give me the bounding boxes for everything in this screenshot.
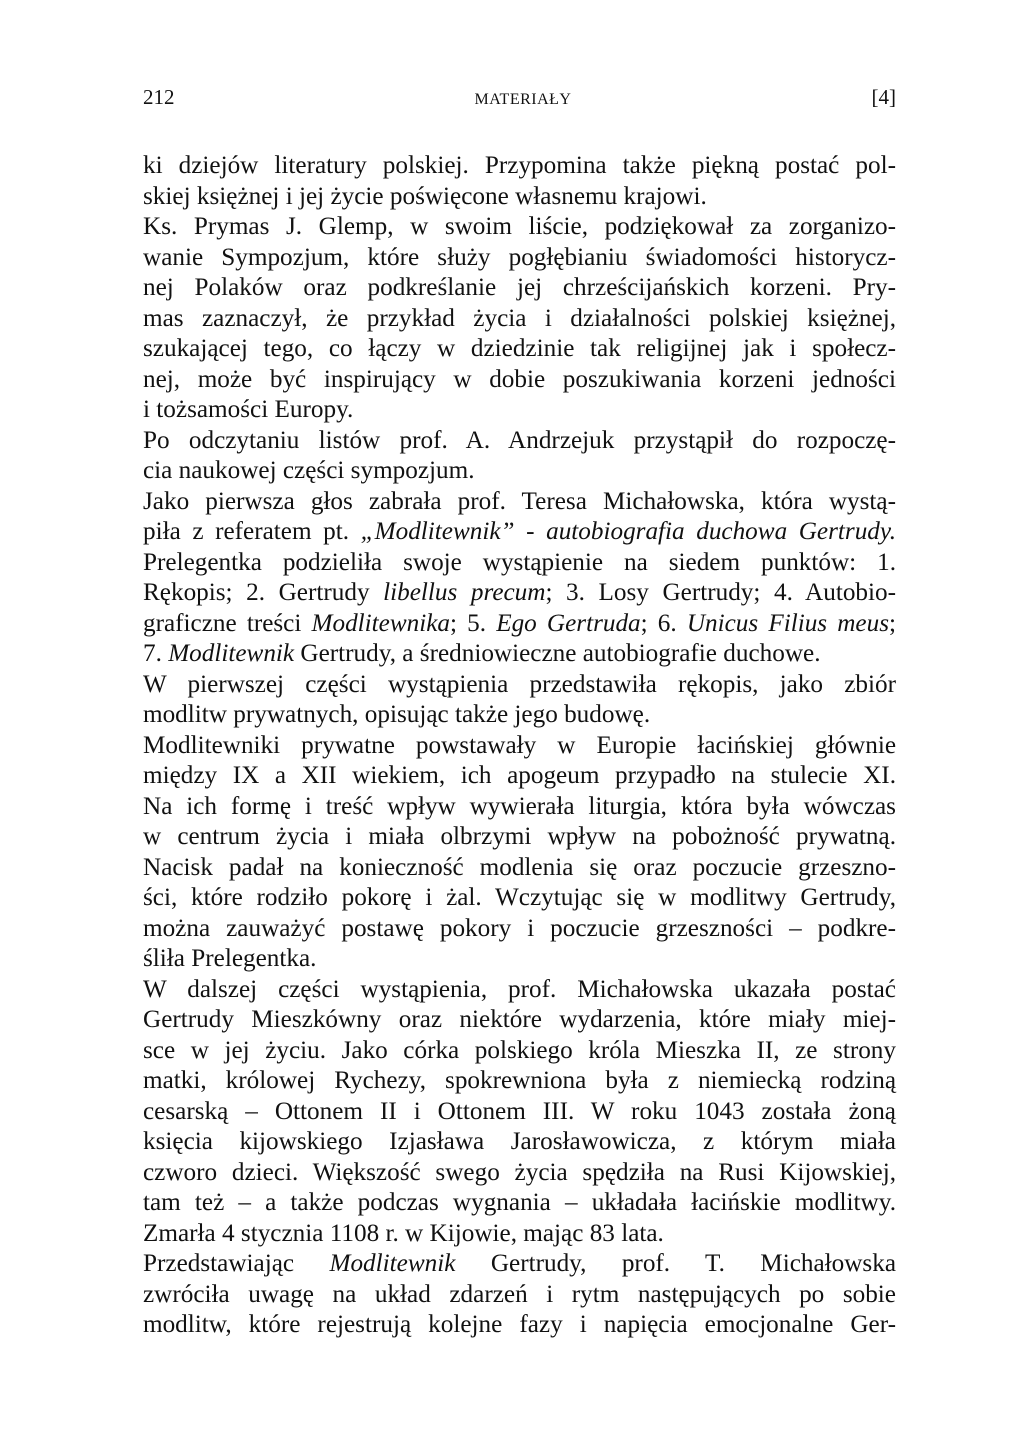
text-line: wanie Sympozjum, które służy pogłębianiu świadomości historycz- — [143, 243, 896, 271]
italic-term: libellus precum — [383, 579, 546, 606]
text-line: szukającej tego, co łączy w dziedzinie tak religijnej jak i społecz- — [143, 335, 896, 362]
text-line: Na ich formę i treść wpływ wywierała liturgia, która była wówczas — [143, 792, 896, 820]
text-line: można zauważyć postawę pokory i poczucie grzeszności – podkre- — [143, 914, 896, 942]
text-line: śliła Prelegentka. — [143, 945, 317, 972]
text-line: Jako pierwsza głos zabrała prof. Teresa Michałowska, która wystą- — [143, 487, 896, 515]
text-line: Po odczytaniu listów prof. A. Andrzejuk przystąpił do rozpoczę- — [143, 426, 896, 454]
paragraph-8 — [143, 1249, 896, 1341]
text-run: Przedstawiając — [143, 1250, 330, 1277]
text-line: zwróciła uwagę na układ zdarzeń i rytm następujących po sobie — [143, 1280, 896, 1308]
page-number: 212 — [143, 85, 175, 109]
text-run: ; 5. — [450, 609, 497, 637]
text-line: matki, królowej Rychezy, spokrewniona była z niemiecką rodziną — [143, 1067, 896, 1094]
paragraph-5 — [143, 670, 896, 731]
text-line: w centrum życia i miała olbrzymi wpływ na pobożność prywatną. — [143, 823, 896, 850]
text-line: Gertrudy Mieszkówny oraz niektóre wydarzenia, które miały miej- — [143, 1006, 896, 1033]
text-line: Ks. Prymas J. Glemp, w swoim liście, podziękował za zorganizo- — [143, 213, 896, 240]
text-line: ści, które rodziło pokorę i żal. Wczytując się w modlitwy Gertrudy, — [143, 884, 896, 911]
text-line — [143, 517, 896, 548]
paragraph-7 — [143, 975, 896, 1250]
text-run: graficzne treści — [143, 609, 312, 637]
running-title: MATERIAŁY — [474, 91, 572, 108]
paragraph-3 — [143, 426, 896, 487]
text-run: ; — [889, 609, 896, 637]
text-run: Rękopis; 2. Gertrudy — [143, 579, 384, 606]
text-line: W pierwszej części wystąpienia przedstawiła rękopis, jako zbiór — [143, 670, 896, 698]
text-line: Modlitewniki prywatne powstawały w Europie łacińskiej głównie — [143, 731, 896, 759]
text-line: mas zaznaczył, że przykład życia i działalności polskiej księżnej, — [143, 304, 896, 332]
text-run: piła z referatem pt. — [143, 518, 361, 545]
text-line: tam też – a także podczas wygnania – układała łacińskie modlitwy. — [143, 1189, 896, 1216]
text-line: nej, może być inspirujący w dobie poszukiwania korzeni jedności — [143, 365, 896, 393]
text-line: księcia kijowskiego Izjasława Jarosławowicza, z którym miała — [143, 1128, 896, 1155]
body-text — [143, 151, 896, 1341]
italic-term: Modlitewnik — [168, 640, 295, 667]
text-line: skiej księżnej i jej życie poświęcone własnemu krajowi. — [143, 182, 707, 210]
text-line: cia naukowej części sympozjum. — [143, 457, 475, 484]
text-line: modlitw prywatnych, opisując także jego budowę. — [143, 701, 651, 728]
text-line: sce w jej życiu. Jako córka polskiego króla Mieszka II, ze strony — [143, 1036, 896, 1064]
paragraph-6 — [143, 731, 896, 975]
paragraph-4 — [143, 487, 896, 670]
page-header — [143, 85, 896, 121]
talk-title: „Modlitewnik” - autobiografia duchowa Gertrudy. — [360, 518, 896, 545]
text-line — [143, 639, 896, 670]
text-line: czworo dzieci. Większość swego życia spędziła na Rusi Kijowskiej, — [143, 1158, 896, 1186]
italic-term: Unicus Filius meus — [686, 609, 889, 637]
paragraph-2 — [143, 212, 896, 426]
text-line: Zmarła 4 stycznia 1108 r. w Kijowie, mając 83 lata. — [143, 1219, 664, 1247]
text-line: Nacisk padał na konieczność modlenia się oraz poczucie grzeszno- — [143, 853, 896, 881]
text-line: W dalszej części wystąpienia, prof. Michałowska ukazała postać — [143, 975, 896, 1003]
text-run: Gertrudy, a średniowieczne autobiografie duchowe. — [294, 640, 821, 667]
text-line — [143, 578, 896, 609]
text-line: cesarską – Ottonem II i Ottonem III. W roku 1043 została żoną — [143, 1097, 896, 1125]
italic-term: Modlitewnik — [329, 1250, 456, 1277]
text-line: między IX a XII wiekiem, ich apogeum przypadło na stulecie XI. — [143, 762, 896, 789]
section-marker: [4] — [871, 85, 896, 109]
text-line: ki dziejów literatury polskiej. Przypomina także piękną postać pol- — [143, 152, 896, 179]
text-line: modlitw, które rejestrują kolejne fazy i napięcia emocjonalne Ger- — [143, 1311, 896, 1338]
text-line: Prelegentka podzieliła swoje wystąpienie na siedem punktów: 1. — [143, 548, 896, 576]
text-line: nej Polaków oraz podkreślanie jej chrześcijańskich korzeni. Pry- — [143, 274, 896, 301]
text-line — [143, 609, 896, 640]
text-line: i tożsamości Europy. — [143, 396, 354, 423]
text-run: 7. — [143, 640, 169, 667]
text-run: ; 6. — [640, 609, 687, 637]
text-run: ; 3. Losy Gertrudy; 4. Autobio- — [545, 579, 897, 606]
text-line — [143, 1249, 896, 1280]
italic-term: Ego Gertruda — [496, 609, 641, 637]
italic-term: Modlitewnika — [311, 609, 451, 637]
document-page — [143, 85, 896, 1341]
paragraph-1 — [143, 151, 896, 212]
text-run: Gertrudy, prof. T. Michałowska — [455, 1250, 896, 1277]
